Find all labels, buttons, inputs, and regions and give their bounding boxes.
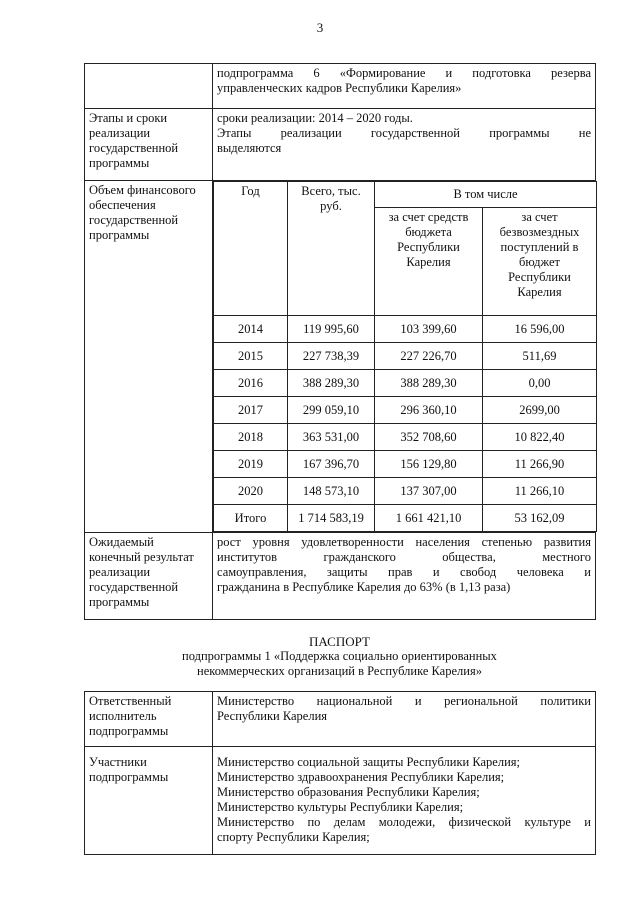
finance-label-2: обеспечения (89, 198, 156, 212)
budget-cell: 137 307,00 (375, 478, 483, 505)
head-grat-5: Республики (508, 270, 571, 284)
total-cell: 299 059,10 (288, 397, 375, 424)
participants-label-1: Участники (89, 755, 147, 769)
finance-table (213, 181, 597, 532)
passport-subtitle-2: некоммерческих организаций в Республике Карелия» (197, 664, 482, 678)
total-cell: 119 995,60 (288, 316, 375, 343)
page-number: 3 (316, 20, 324, 35)
participant-line-3: Министерство образования Республики Карелия; (217, 785, 480, 799)
result-line-3: самоуправления, защиты прав и свобод человека и (217, 565, 591, 579)
head-grat-4: бюджет (519, 255, 560, 269)
budget-cell: 227 226,70 (375, 343, 483, 370)
gratuitous-cell: 53 162,09 (483, 505, 597, 532)
passport-heading (84, 634, 595, 679)
gratuitous-cell: 511,69 (483, 343, 597, 370)
table-row (214, 370, 597, 397)
row-finance-label (85, 181, 213, 533)
budget-cell: 352 708,60 (375, 424, 483, 451)
exec-label-3: подпрограммы (89, 724, 169, 738)
result-line-2: институтов гражданского общества, местного (217, 550, 591, 564)
exec-label-1: Ответственный (89, 694, 172, 708)
gratuitous-cell: 11 266,90 (483, 451, 597, 478)
row-exec-label (85, 692, 213, 747)
row-finance (85, 181, 596, 533)
participant-line-1: Министерство социальной защиты Республики Карелия; (217, 755, 521, 769)
result-label-5: программы (89, 595, 150, 609)
gratuitous-cell: 11 266,10 (483, 478, 597, 505)
result-line-4: гражданина в Республике Карелия до 63% (в 1,13 раза) (217, 580, 511, 594)
row-result (85, 533, 596, 620)
total-cell: 167 396,70 (288, 451, 375, 478)
row-result-label (85, 533, 213, 620)
table-row (214, 397, 597, 424)
year-cell: 2017 (214, 397, 288, 424)
table-row (214, 478, 597, 505)
program-passport-table (84, 63, 596, 620)
head-grat-1: за счет (521, 210, 558, 224)
participant-line-4: Министерство культуры Республики Карелия; (217, 800, 464, 814)
sub6-line-2: управленческих кадров Республики Карелия» (217, 81, 462, 95)
exec-line-2: Республики Карелия (217, 709, 328, 723)
result-line-1: рост уровня удовлетворенности населения степенью развития (217, 535, 591, 549)
table-row (214, 424, 597, 451)
finance-label-4: программы (89, 228, 150, 242)
participant-line-6: спорту Республики Карелия; (217, 830, 370, 844)
finance-label-1: Объем финансового (89, 183, 196, 197)
participant-line-2: Министерство здравоохранения Республики Карелия; (217, 770, 505, 784)
head-budget-2: бюджета (405, 225, 452, 239)
row-exec-value (213, 692, 596, 747)
table-row (214, 316, 597, 343)
year-cell: 2020 (214, 478, 288, 505)
budget-cell: 388 289,30 (375, 370, 483, 397)
sub6-line-1: подпрограмма 6 «Формирование и подготовка резерва (217, 66, 591, 80)
head-budget-1: за счет средств (388, 210, 469, 224)
head-total-2: руб. (320, 199, 342, 213)
passport-subtitle-1: подпрограммы 1 «Поддержка социально ориентированных (182, 649, 497, 663)
stages-label-4: программы (89, 156, 150, 170)
stages-label-2: реализации (89, 126, 151, 140)
exec-label-2: исполнитель (89, 709, 157, 723)
head-grat-2: безвозмездных (499, 225, 580, 239)
participants-label-2: подпрограммы (89, 770, 169, 784)
row-participants-label (85, 747, 213, 855)
finance-label-3: государственной (89, 213, 179, 227)
result-label-4: государственной (89, 580, 179, 594)
year-cell: 2016 (214, 370, 288, 397)
total-cell: 1 714 583,19 (288, 505, 375, 532)
table-row-total (214, 505, 597, 532)
head-budget (375, 208, 483, 316)
passport-title: ПАСПОРТ (309, 634, 370, 649)
gratuitous-cell: 2699,00 (483, 397, 597, 424)
gratuitous-cell: 16 596,00 (483, 316, 597, 343)
exec-line-1: Министерство национальной и региональной политики (217, 694, 591, 708)
head-total (288, 182, 375, 316)
head-year: Год (214, 182, 288, 316)
row-participants-value (213, 747, 596, 855)
gratuitous-cell: 10 822,40 (483, 424, 597, 451)
budget-cell: 156 129,80 (375, 451, 483, 478)
year-cell: 2018 (214, 424, 288, 451)
head-grat-3: поступлений в (500, 240, 579, 254)
finance-table-cell (213, 181, 596, 533)
result-label-1: Ожидаемый (89, 535, 154, 549)
table-row (214, 451, 597, 478)
row-sub6-label (85, 64, 213, 109)
head-including: В том числе (375, 182, 597, 208)
subprogram-passport-table (84, 691, 596, 855)
table-row (214, 343, 597, 370)
budget-cell: 296 360,10 (375, 397, 483, 424)
stages-label-1: Этапы и сроки (89, 111, 168, 125)
row-subprogram-6 (85, 64, 596, 109)
budget-cell: 1 661 421,10 (375, 505, 483, 532)
stages-label-3: государственной (89, 141, 179, 155)
stages-line-2: Этапы реализации государственной программы не (217, 126, 591, 140)
year-cell: Итого (214, 505, 288, 532)
head-gratuitous (483, 208, 597, 316)
budget-cell: 103 399,60 (375, 316, 483, 343)
participant-line-5: Министерство по делам молодежи, физической культуре и (217, 815, 591, 829)
result-label-3: реализации (89, 565, 151, 579)
head-budget-3: Республики (397, 240, 460, 254)
stages-line-3: выделяются (217, 141, 282, 155)
row-executor (85, 692, 596, 747)
row-stages (85, 109, 596, 181)
total-cell: 388 289,30 (288, 370, 375, 397)
row-stages-label (85, 109, 213, 181)
year-cell: 2014 (214, 316, 288, 343)
total-cell: 227 738,39 (288, 343, 375, 370)
row-result-value (213, 533, 596, 620)
total-cell: 148 573,10 (288, 478, 375, 505)
head-budget-4: Карелия (406, 255, 451, 269)
head-grat-6: Карелия (517, 285, 562, 299)
row-participants (85, 747, 596, 855)
year-cell: 2019 (214, 451, 288, 478)
head-total-1: Всего, тыс. (301, 184, 361, 198)
stages-line-1: сроки реализации: 2014 – 2020 годы. (217, 111, 413, 125)
gratuitous-cell: 0,00 (483, 370, 597, 397)
row-stages-value (213, 109, 596, 181)
total-cell: 363 531,00 (288, 424, 375, 451)
row-sub6-value (213, 64, 596, 109)
year-cell: 2015 (214, 343, 288, 370)
result-label-2: конечный результат (89, 550, 194, 564)
